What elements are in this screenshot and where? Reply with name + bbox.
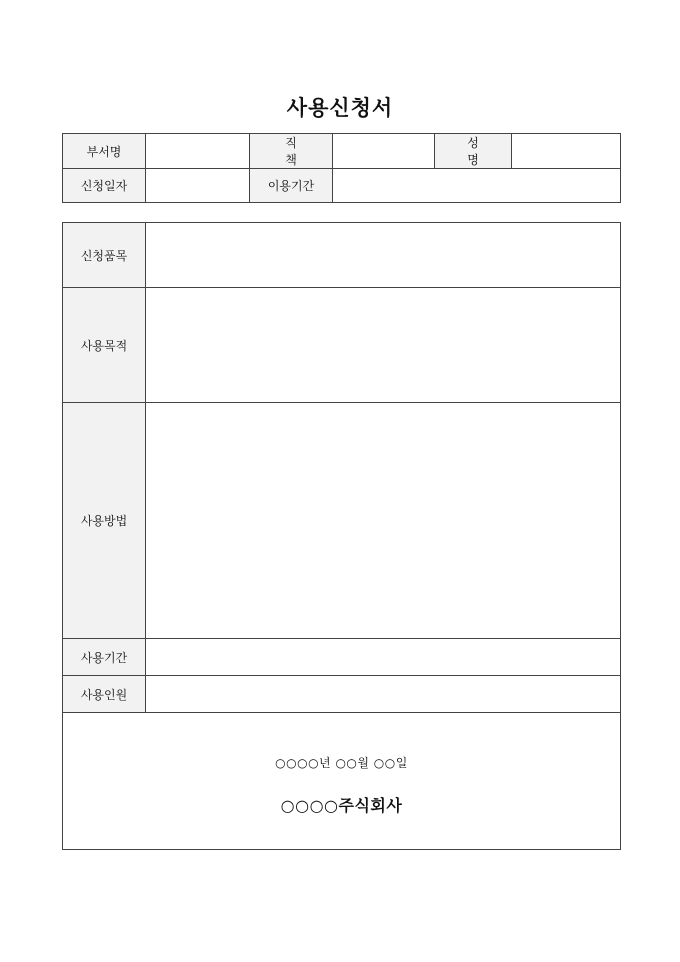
document-title: 사용신청서	[286, 96, 394, 120]
usage-period-label: 이용기간	[250, 169, 333, 203]
method-label: 사용방법	[63, 403, 146, 639]
footer-row	[63, 713, 621, 850]
purpose-label: 사용목적	[63, 288, 146, 403]
period-label: 사용기간	[63, 639, 146, 676]
position-field[interactable]	[333, 134, 435, 169]
signature-area	[63, 713, 621, 850]
apply-date-label: 신청일자	[63, 169, 146, 203]
department-field[interactable]	[146, 134, 250, 169]
item-row	[63, 223, 621, 288]
people-label: 사용인원	[63, 676, 146, 713]
period-field[interactable]	[146, 639, 621, 676]
position-label: 직 책	[250, 134, 333, 169]
item-field[interactable]	[146, 223, 621, 288]
usage-period-field[interactable]	[333, 169, 621, 203]
issue-date: ○○○○년 ○○월 ○○일	[275, 756, 408, 770]
purpose-row	[63, 288, 621, 403]
period-row	[63, 639, 621, 676]
item-label: 신청품목	[63, 223, 146, 288]
name-field[interactable]	[512, 134, 621, 169]
method-row	[63, 403, 621, 639]
method-field[interactable]	[146, 403, 621, 639]
people-row	[63, 676, 621, 713]
application-body-table	[62, 222, 621, 850]
company-name: ○○○○주식회사	[280, 796, 403, 815]
department-label: 부서명	[63, 134, 146, 169]
people-field[interactable]	[146, 676, 621, 713]
header-row-2	[63, 169, 621, 203]
name-label: 성 명	[435, 134, 512, 169]
apply-date-field[interactable]	[146, 169, 250, 203]
purpose-field[interactable]	[146, 288, 621, 403]
header-row-1	[63, 134, 621, 169]
header-info-table	[62, 133, 621, 203]
